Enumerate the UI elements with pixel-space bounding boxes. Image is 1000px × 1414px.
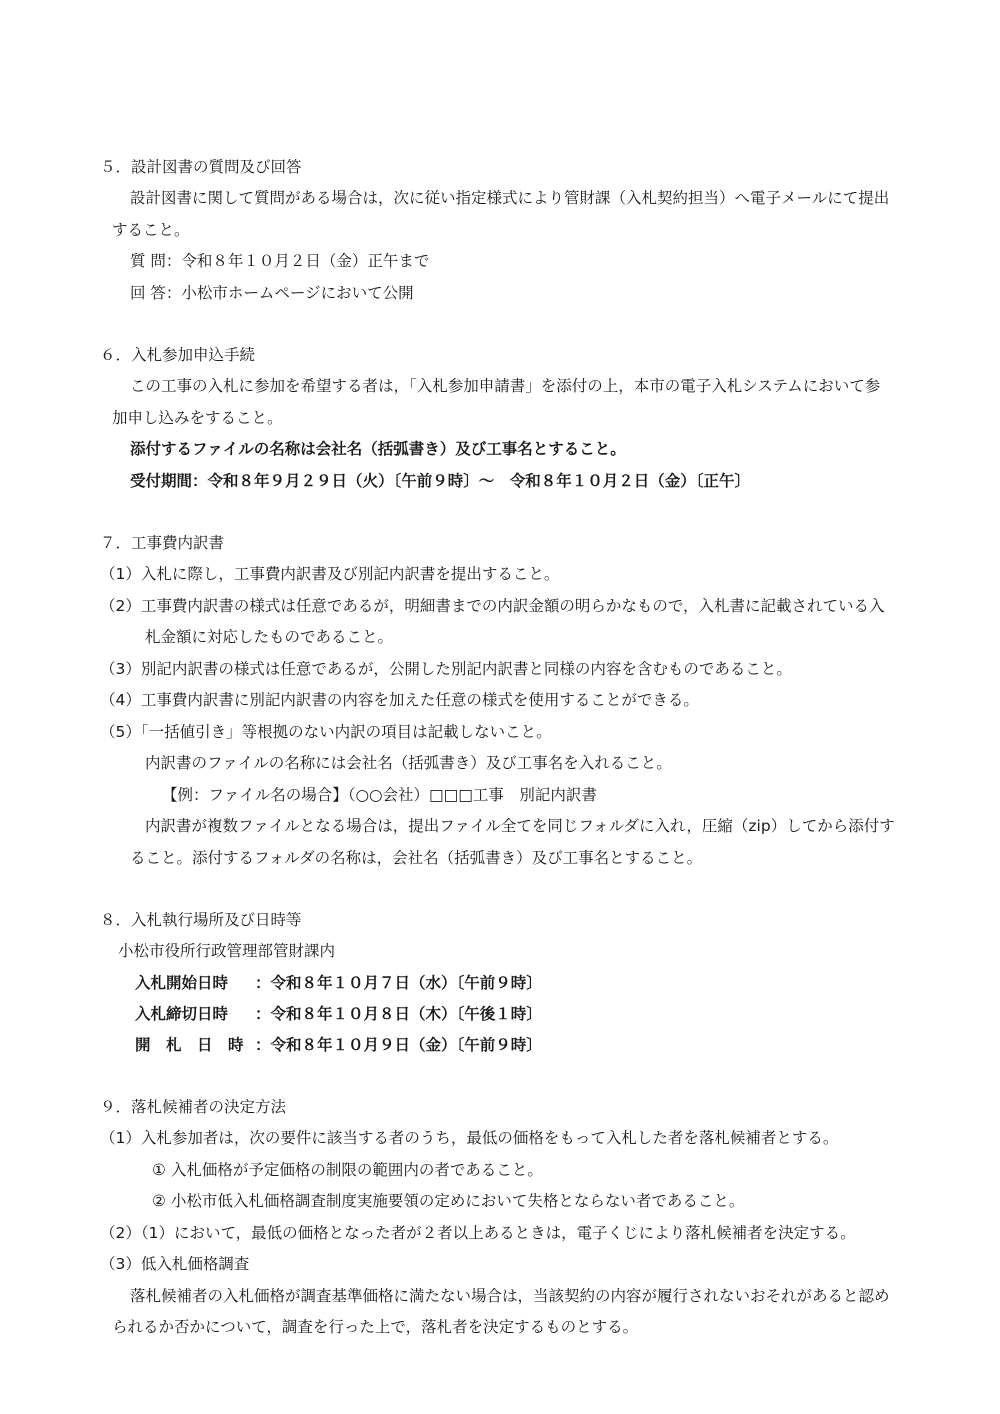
reception-period: 受付期間：令和８年９月２９日（火）〔午前９時〕～ 令和８年１０月２日（金）〔正午〕 [130, 472, 751, 490]
section-6-paragraph-cont: 加申し込みをすること。 [112, 409, 283, 427]
condition-1: ① 入札価格が予定価格の制限の範囲内の者であること。 [152, 1161, 543, 1179]
condition-2: ② 小松市低入札価格調査制度実施要領の定めにおいて失格とならない者であること。 [152, 1192, 745, 1210]
section-7-item-3: （3）別記内訳書の様式は任意であるが，公開した別記内訳書と同様の内容を含むものであること。 [100, 660, 792, 678]
section-7-item-4: （4）工事費内訳書に別記内訳書の内容を加えた任意の様式を使用することができる。 [100, 691, 699, 709]
section-9-heading: ９．落札候補者の決定方法 [100, 1098, 287, 1116]
section-7-item-2-cont: 札金額に対応したものであること。 [145, 628, 394, 646]
file-name-example: 【例：ファイル名の場合】（○○会社）□□□工事 別記内訳書 [162, 786, 597, 804]
section-5-paragraph: 設計図書に関して質問がある場合は，次に従い指定様式により管財課（入札契約担当）へ電子メールにて提出 [130, 189, 890, 207]
schedule-value: ：令和８年１０月８日（木）〔午後１時〕 [255, 1005, 542, 1023]
section-7-item-5: （5）「一括値引き」等根拠のない内訳の項目は記載しないこと。 [100, 723, 552, 741]
schedule-row [135, 1035, 542, 1055]
schedule-label: 入札開始日時 [135, 974, 229, 992]
section-9-item-2: （2）（1）において，最低の価格となった者が２者以上あるときは，電子くじにより落札候補者を決定する。 [100, 1224, 856, 1242]
section-7-item-1: （1）入札に際し，工事費内訳書及び別記内訳書を提出すること。 [100, 565, 560, 583]
execution-place: 小松市役所行政管理部管財課内 [118, 942, 336, 960]
answer-method: 回 答：小松市ホームページにおいて公開 [130, 284, 414, 302]
schedule-value: ：令和８年１０月７日（水）〔午前９時〕 [255, 974, 542, 992]
section-7-item-2: （2）工事費内訳書の様式は任意であるが，明細書までの内訳金額の明らかなもので，入札書に記載されている入 [100, 597, 885, 615]
multi-file-note: 内訳書が複数ファイルとなる場合は，提出ファイル全てを同じフォルダに入れ，圧縮（zip）してから添付す [145, 817, 895, 835]
low-bid-paragraph-cont: られるか否かについて，調査を行った上で，落札者を決定するものとする。 [112, 1318, 639, 1336]
section-9-item-1: （1）入札参加者は，次の要件に該当する者のうち，最低の価格をもって入札した者を落札候補者とする。 [100, 1129, 839, 1147]
section-6-paragraph: この工事の入札に参加を希望する者は，「入札参加申請書」を添付の上，本市の電子入札システムにおいて参 [130, 377, 881, 395]
schedule-label: 開 札 日 時 [135, 1036, 244, 1054]
section-6-heading: ６．入札参加申込手続 [100, 346, 256, 364]
section-8-heading: ８．入札執行場所及び日時等 [100, 911, 302, 929]
multi-file-note-cont: ること。添付するフォルダの名称は，会社名（括弧書き）及び工事名とすること。 [130, 849, 703, 867]
section-5-heading: ５．設計図書の質問及び回答 [100, 158, 302, 176]
file-name-notice: 添付するファイルの名称は会社名（括弧書き）及び工事名とすること。 [130, 440, 626, 458]
schedule-row [135, 1004, 542, 1024]
section-9-item-3: （3）低入札価格調査 [100, 1255, 250, 1273]
section-5-paragraph-cont: すること。 [112, 221, 190, 239]
question-deadline: 質 問：令和８年１０月２日（金）正午まで [130, 252, 430, 270]
breakdown-file-name-note: 内訳書のファイルの名称には会社名（括弧書き）及び工事名を入れること。 [145, 754, 672, 772]
schedule-row [135, 973, 542, 993]
section-7-heading: ７．工事費内訳書 [100, 534, 225, 552]
schedule-value: ：令和８年１０月９日（金）〔午前９時〕 [255, 1036, 542, 1054]
schedule-label: 入札締切日時 [135, 1005, 229, 1023]
low-bid-paragraph: 落札候補者の入札価格が調査基準価格に満たない場合は，当該契約の内容が履行されないおそれがあると認め [130, 1287, 890, 1305]
